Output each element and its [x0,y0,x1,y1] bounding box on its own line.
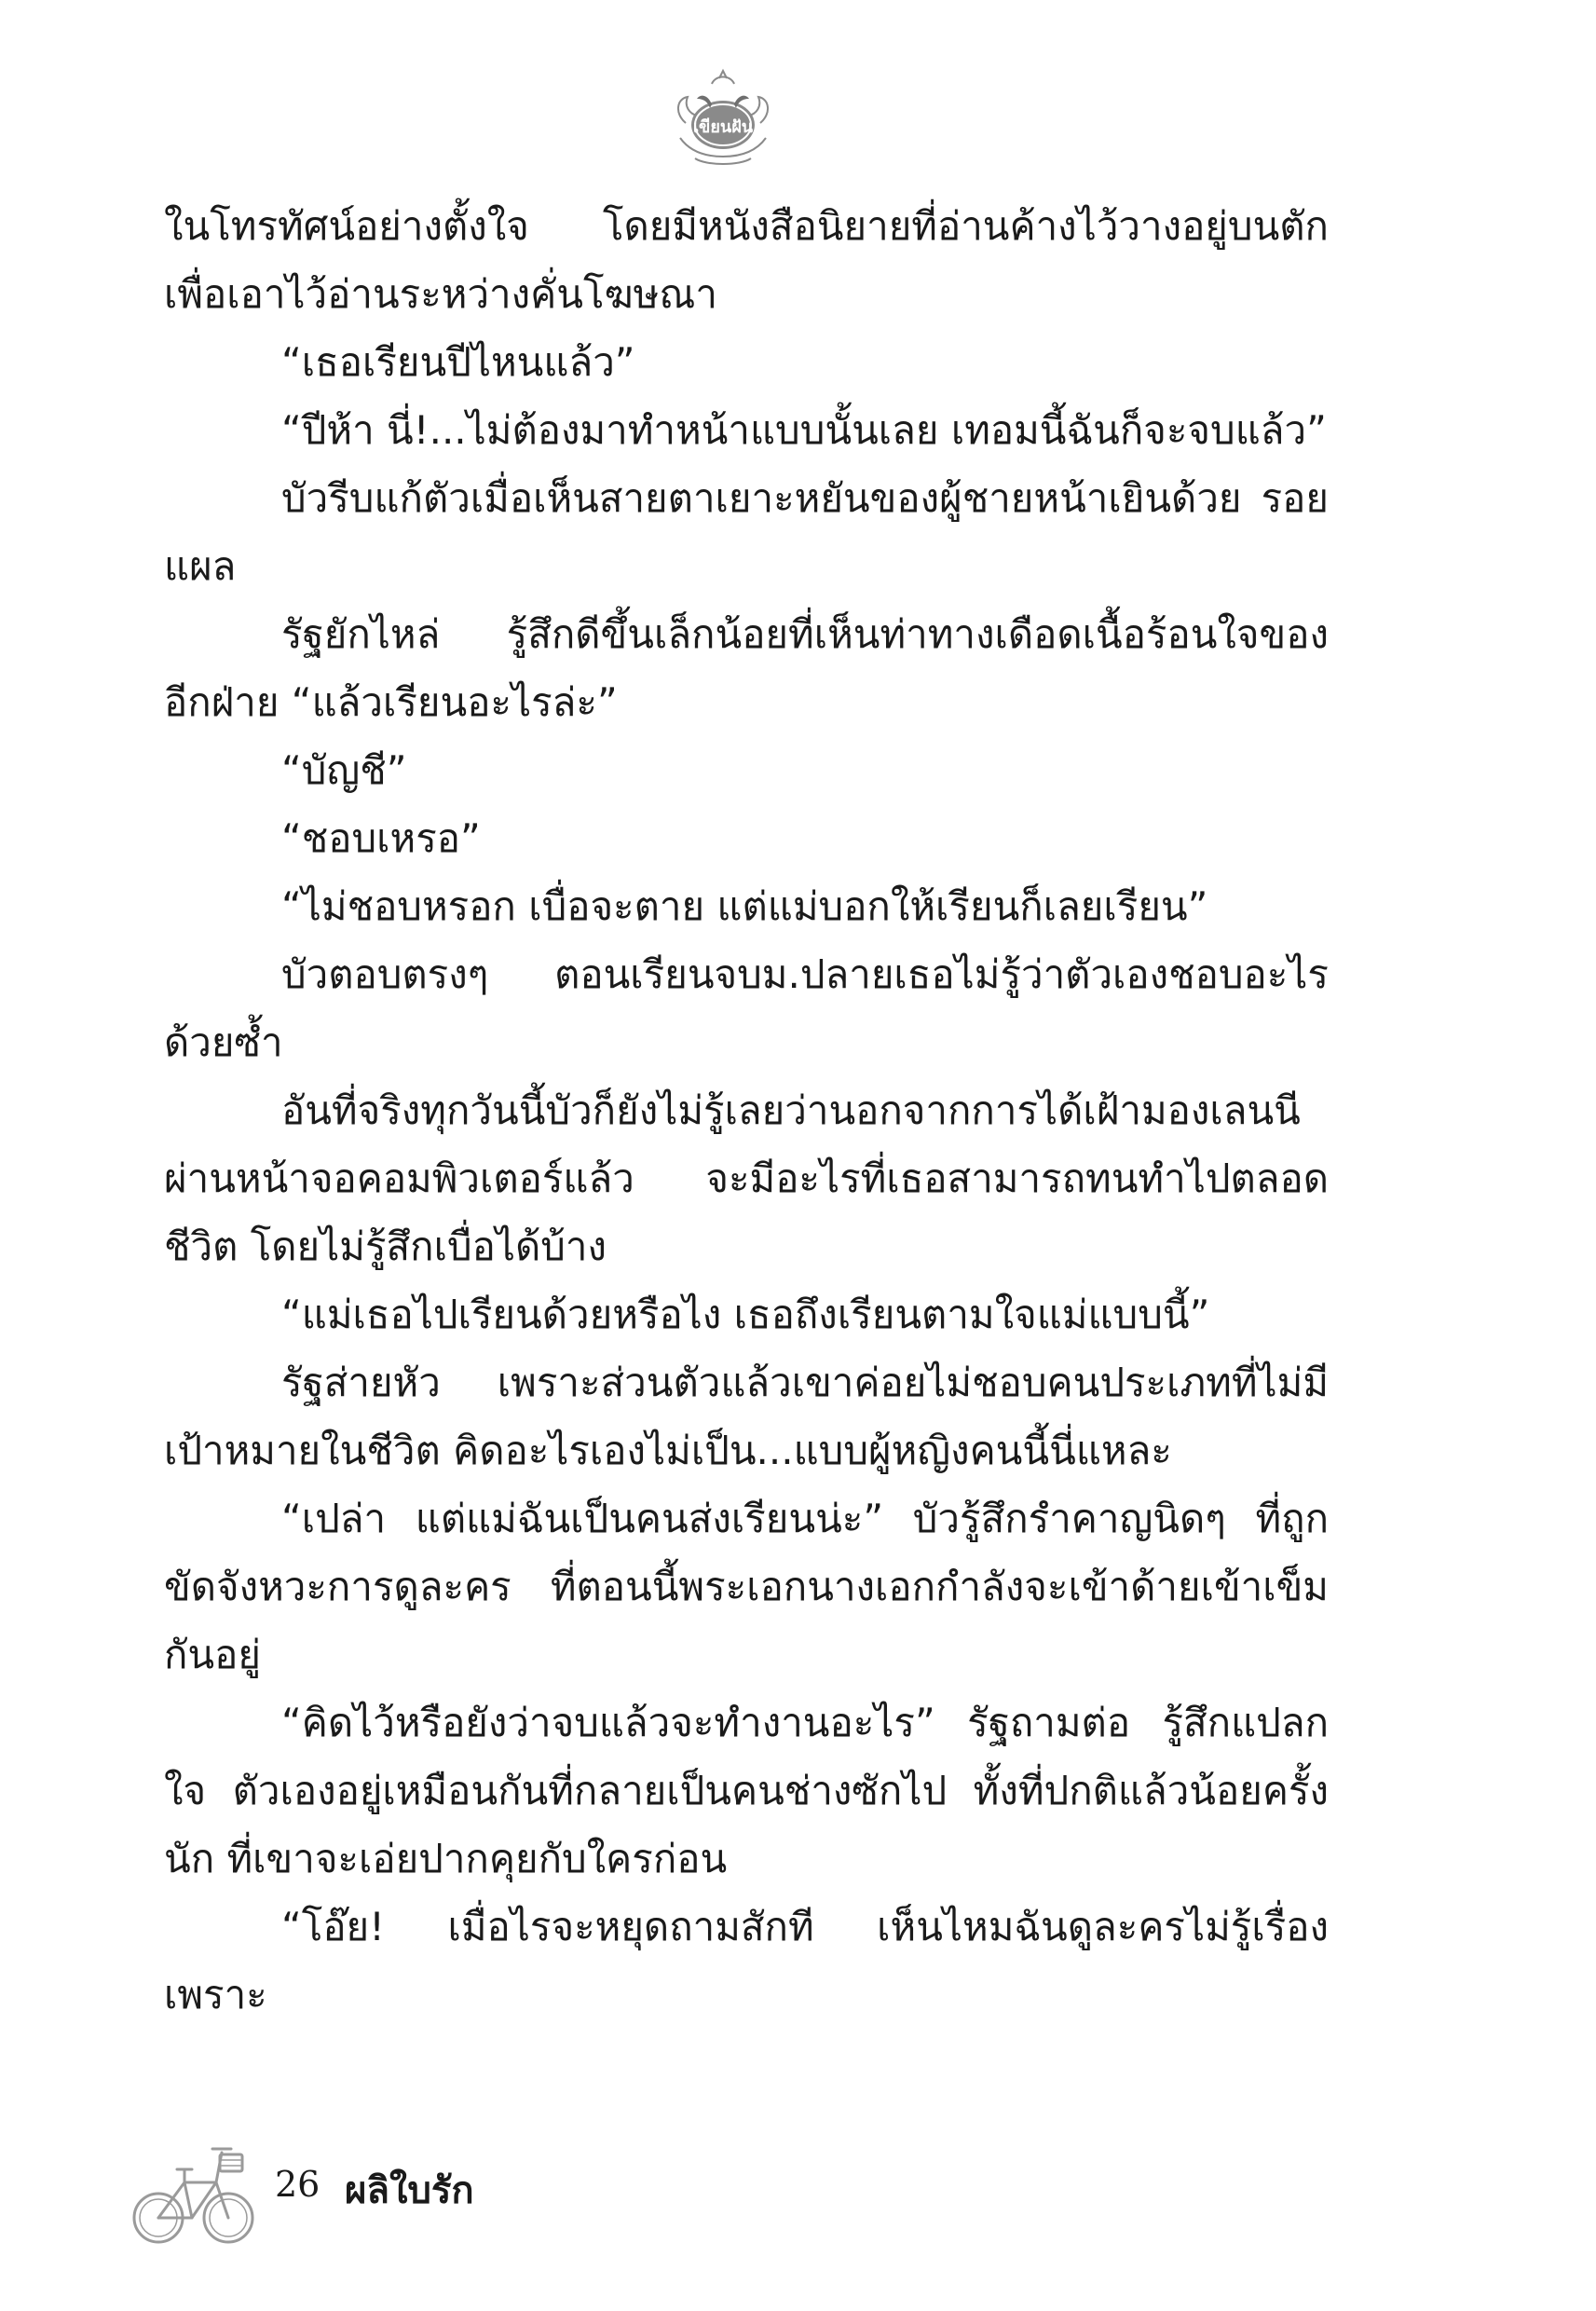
ornamental-crest-logo-icon [667,65,779,177]
page-footer [130,2115,689,2255]
paragraph: “บัญชี” [281,747,407,793]
paragraph: รัฐยักไหล่ รู้สึกดีขึ้นเล็กน้อยที่เห็นท่าทางเดือดเนื้อร้อนใจของ อีกฝ่าย “แล้วเรียนอะไรล่ะ” [164,611,1329,725]
paragraph: “ไม่ชอบหรอก เบื่อจะตาย แต่แม่บอกให้เรียนก็เลยเรียน” [281,883,1208,929]
header-logo [667,65,779,177]
paragraph: อันที่จริงทุกวันนี้บัวก็ยังไม่รู้เลยว่านอกจากการได้เฝ้ามองเลนนี ผ่านหน้าจอคอมพิวเตอร์แล้ว จะมีอะไรที่เธอสามารถทนทำไปตลอดชีวิต โดยไม่รู้สึกเบื่อได้บ้าง [164,1087,1329,1269]
paragraph: บัวรีบแก้ตัวเมื่อเห็นสายตาเยาะหยันของผู้ชายหน้าเยินด้วย รอยแผล [164,475,1329,589]
paragraph: ในโทรทัศน์อย่างตั้งใจ โดยมีหนังสือนิยายที่อ่านค้างไว้วางอยู่บนตัก เพื่อเอาไว้อ่านระหว่างคั่นโฆษณา [164,203,1329,317]
paragraph: “ปีห้า นี่!...ไม่ต้องมาทำหน้าแบบนั้นเลย เทอมนี้ฉันก็จะจบแล้ว” [281,407,1327,453]
paragraph: รัฐส่ายหัว เพราะส่วนตัวแล้วเขาค่อยไม่ชอบคนประเภทที่ไม่มี เป้าหมายในชีวิต คิดอะไรเองไม่เป็น...แบบผู้หญิงคนนี้นี่แหละ [164,1360,1329,1473]
paragraph: “เธอเรียนปีไหนแล้ว” [281,339,635,385]
svg-text:เขียนฝัน: เขียนฝัน [692,117,754,137]
paragraph: “คิดไว้หรือยังว่าจบแล้วจะทำงานอะไร” รัฐถามต่อ รู้สึกแปลกใจ ตัวเองอยู่เหมือนกันที่กลายเป็นคนช่างซักไป ทั้งที่ปกติแล้วน้อยครั้งนัก ที่เขาจะเอ่ยปากคุยกับใครก่อน [164,1700,1329,1881]
page-body [164,192,1329,2029]
paragraph: “ชอบเหรอ” [281,815,481,861]
paragraph: บัวตอบตรงๆ ตอนเรียนจบม.ปลายเธอไม่รู้ว่าตัวเองชอบอะไร ด้วยซ้ำ [164,951,1329,1065]
page-number: 26 [275,2164,321,2205]
paragraph: “แม่เธอไปเรียนด้วยหรือไง เธอถึงเรียนตามใจแม่แบบนี้” [281,1292,1210,1337]
paragraph: “เปล่า แต่แม่ฉันเป็นคนส่งเรียนน่ะ” บัวรู้สึกรำคาญนิดๆ ที่ถูก ขัดจังหวะการดูละคร ที่ตอนนี้พระเอกนางเอกกำลังจะเข้าด้ายเข้าเข็ม กันอยู่ [164,1496,1329,1677]
book-title: ผลิใบรัก [345,2169,474,2212]
paragraph: “โอ๊ย! เมื่อไรจะหยุดถามสักที เห็นไหมฉันดูละครไม่รู้เรื่องเพราะ [164,1904,1329,2017]
bicycle-icon [130,2115,261,2255]
